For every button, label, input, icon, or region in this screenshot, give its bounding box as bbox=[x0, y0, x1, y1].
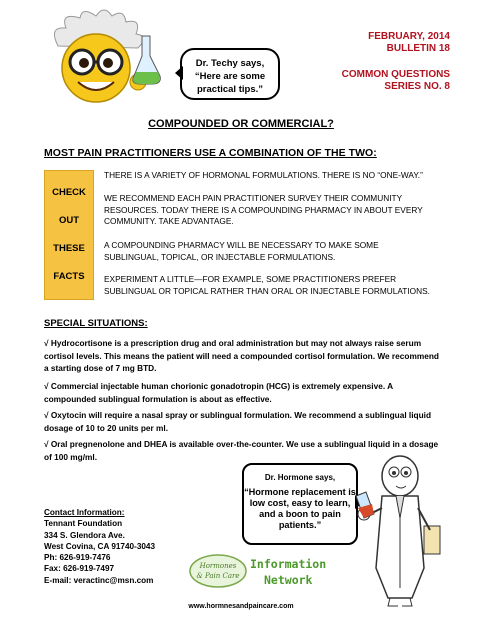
information-network-wordmark bbox=[250, 556, 326, 588]
special-item: √ Oral pregnenolone and DHEA is available over-the-counter. We use a sublingual liquid in a dosage of 100 mg/ml. bbox=[44, 439, 439, 462]
hormones-pain-care-logo bbox=[188, 553, 248, 589]
logo-text: & Pain Care bbox=[196, 572, 240, 580]
website-url[interactable]: www.hormnesandpaincare.com bbox=[188, 603, 294, 610]
contact-line: Tennant Foundation bbox=[44, 519, 123, 529]
dr-hormone-callout bbox=[242, 463, 358, 545]
special-item: √ Hydrocortisone is a prescription drug and oral administration but may not always raise serum cortisol levels. This means the patient will need a compounded cortisol formulation. We recommend a starting dose of 7 mg BTD. bbox=[44, 338, 439, 373]
bulletin-number: BULLETIN 18 bbox=[386, 43, 450, 54]
fact-paragraph: EXPERIMENT A LITTLE—FOR EXAMPLE, SOME PRACTITIONERS PREFER SUBLINGUAL OR TOPICAL RATHER THAN ORAL OR INJECTABLE FORMULATIONS. bbox=[104, 274, 430, 296]
contact-line: 334 S. Glendora Ave. bbox=[44, 530, 125, 540]
page-title: COMPOUNDED OR COMMERCIAL? bbox=[148, 118, 334, 130]
check-box-word: THESE bbox=[53, 243, 85, 254]
dr-techy-quote: “Here are some practical tips.” bbox=[194, 71, 266, 95]
check-box-word: OUT bbox=[58, 215, 80, 226]
dr-techy-callout bbox=[180, 48, 280, 100]
contact-line: Ph: 626-919-7476 bbox=[44, 553, 111, 563]
series-number: SERIES NO. 8 bbox=[384, 81, 450, 92]
check-box-word: FACTS bbox=[53, 271, 85, 282]
check-out-facts-box bbox=[44, 170, 94, 300]
special-item: √ Commercial injectable human chorionic gonadotropin (HCG) is extremely expensive. A compounded sublingual formulation is about as effective. bbox=[44, 381, 393, 404]
bulletin-header bbox=[300, 31, 450, 93]
page-subtitle: MOST PAIN PRACTITIONERS USE A COMBINATION OF THE TWO: bbox=[44, 147, 377, 159]
fact-paragraph: WE RECOMMEND EACH PAIN PRACTITIONER SURVEY THEIR COMMUNITY RESOURCES. TODAY THERE IS A COMPOUNDING PHARMACY IN ABOUT EVERY COMMUNITY. TAKE ADVANTAGE. bbox=[104, 193, 423, 226]
contact-line: Fax: 626-919-7497 bbox=[44, 564, 115, 574]
fact-paragraph: A COMPOUNDING PHARMACY WILL BE NECESSARY TO MAKE SOME SUBLINGUAL, TOPICAL, OR INJECTABLE FORMULATIONS. bbox=[104, 240, 379, 262]
contact-email: E-mail: veractinc@msn.com bbox=[44, 575, 154, 585]
network-line: Information bbox=[250, 557, 327, 571]
dr-hormone-quote: “Hormone replacement is low cost, easy to learn, and a boon to pain patients.” bbox=[244, 487, 356, 530]
bulletin-date: FEBRUARY, 2014 bbox=[368, 31, 450, 42]
network-line: Network bbox=[264, 573, 313, 587]
contact-line: West Covina, CA 91740-3043 bbox=[44, 541, 156, 551]
dr-hormone-name: Dr. Hormone says, bbox=[264, 473, 336, 482]
dr-hormone-figure bbox=[352, 448, 452, 608]
contact-heading: Contact Information: bbox=[44, 508, 125, 517]
special-item: √ Oxytocin will require a nasal spray or sublingual formulation. We recommend a sublingual liquid dosage of 10 to 20 units per ml. bbox=[44, 410, 432, 433]
dr-techy-mascot bbox=[38, 6, 178, 118]
dr-techy-name: Dr. Techy says, bbox=[195, 58, 265, 69]
series-title: COMMON QUESTIONS bbox=[341, 69, 450, 80]
fact-paragraph: THERE IS A VARIETY OF HORMONAL FORMULATIONS. THERE IS NO “ONE-WAY.” bbox=[104, 170, 423, 180]
special-situations-heading: SPECIAL SITUATIONS: bbox=[44, 318, 148, 329]
check-box-word: CHECK bbox=[52, 187, 86, 198]
contact-information bbox=[44, 507, 155, 586]
logo-text: Hormones bbox=[199, 562, 237, 570]
